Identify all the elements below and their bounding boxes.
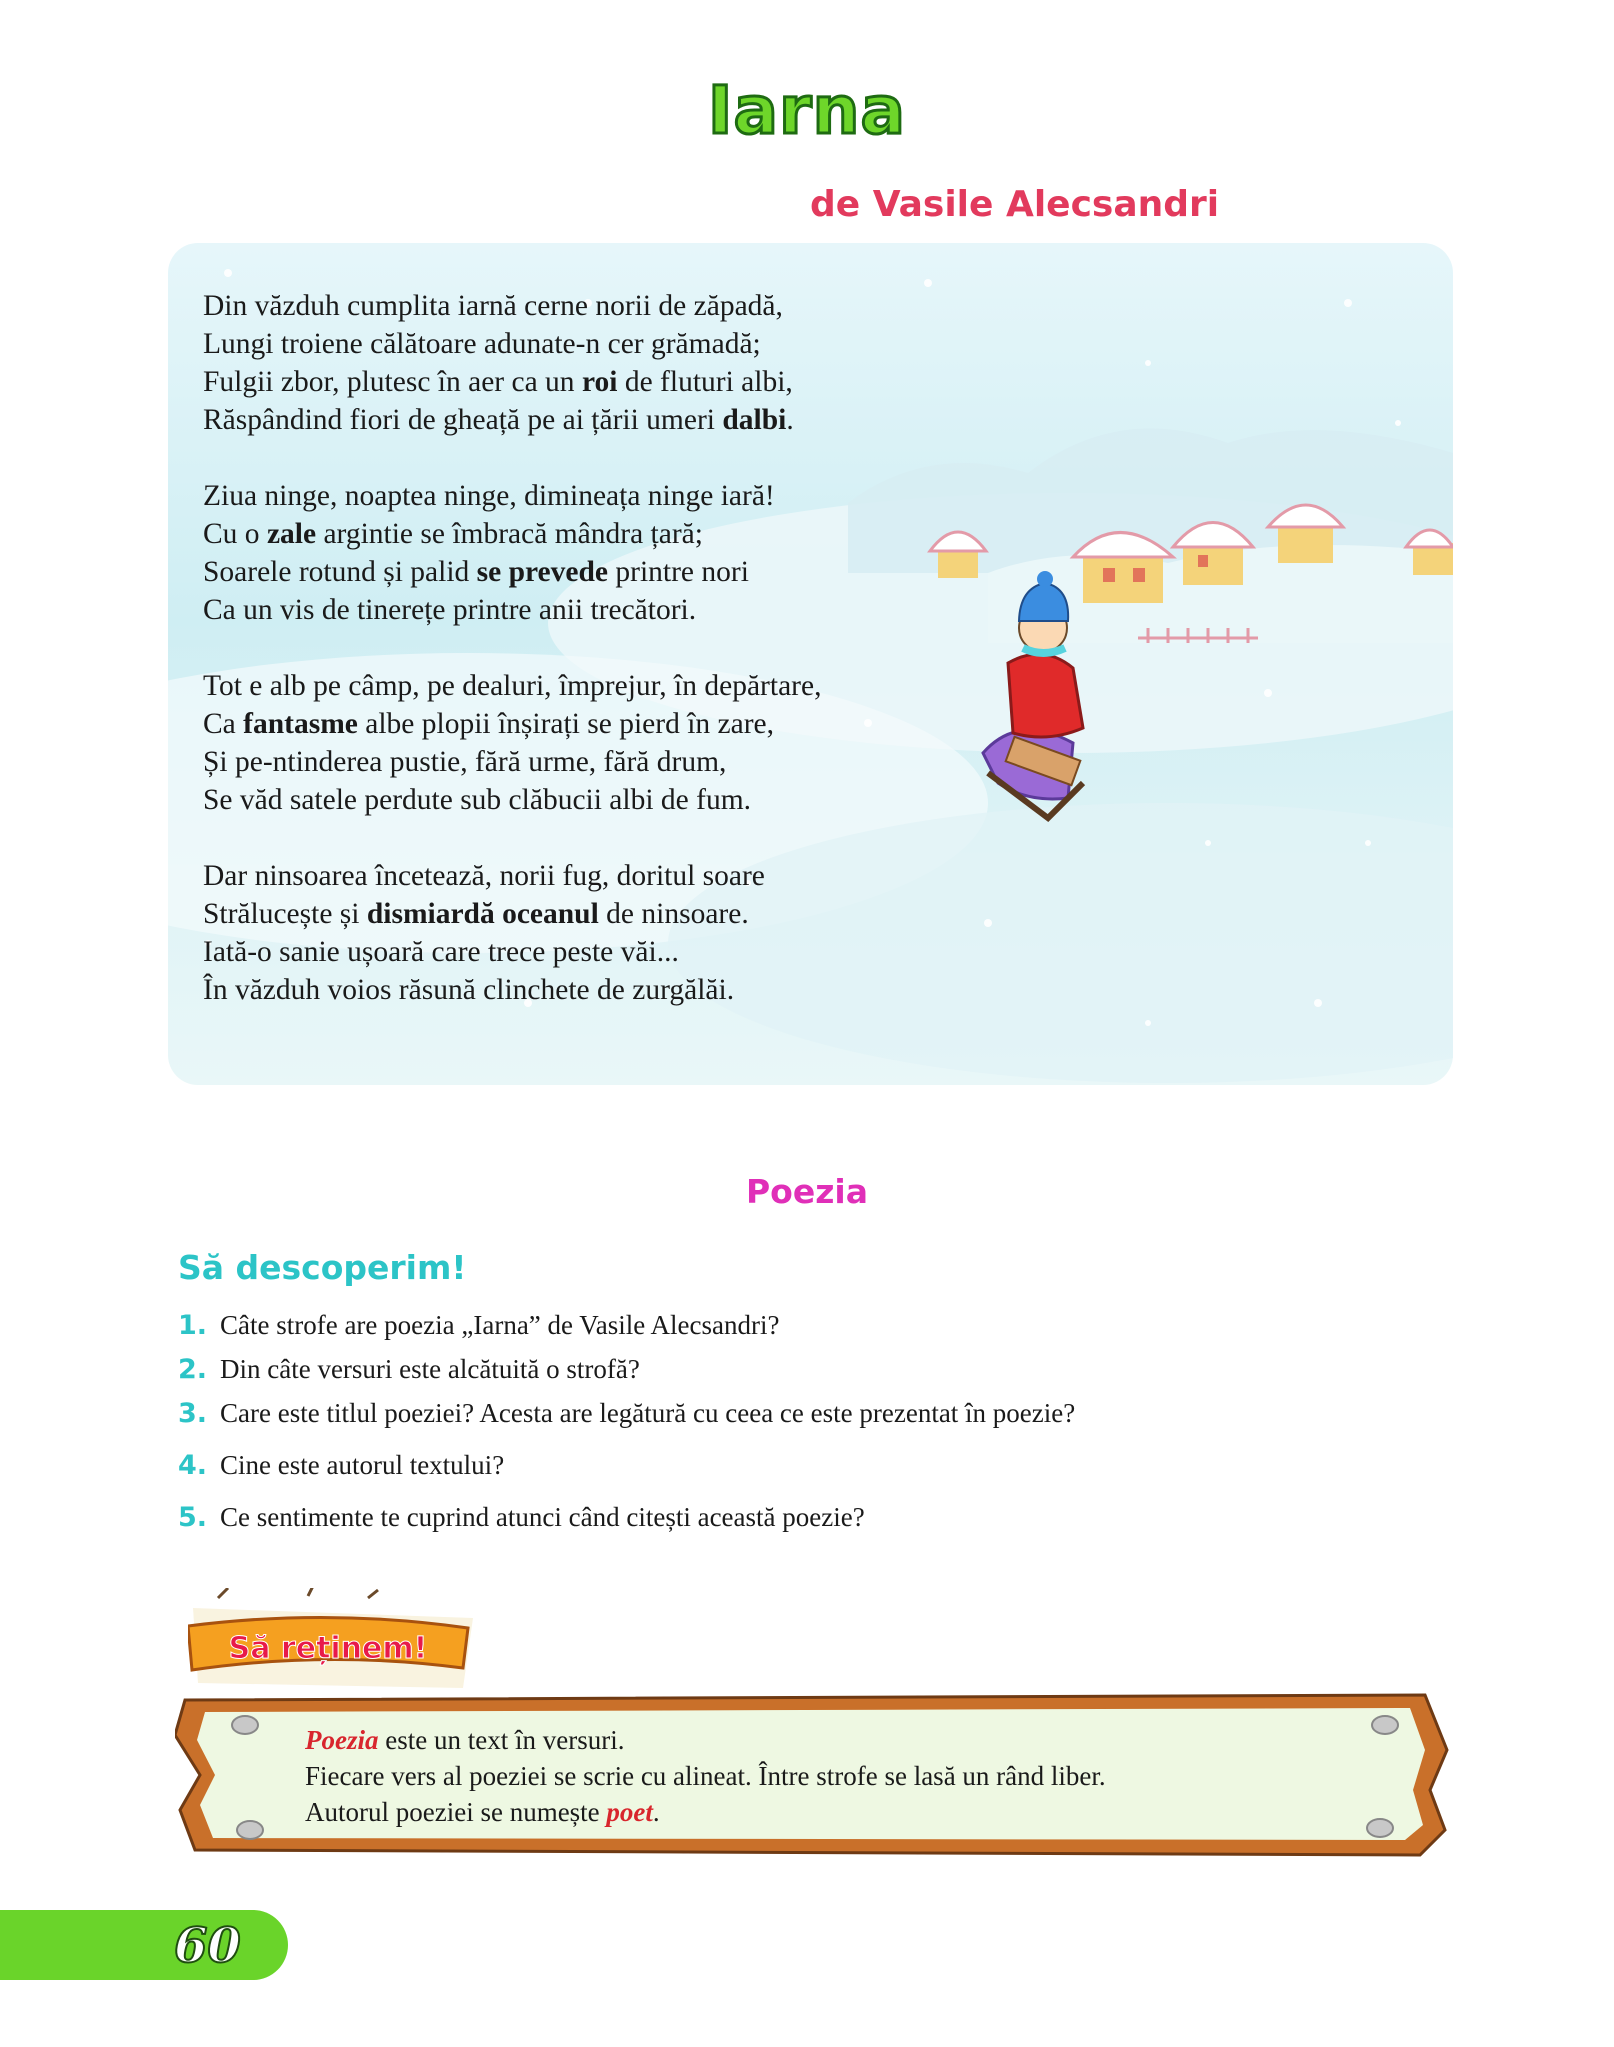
poem-stanza (203, 287, 821, 439)
term-highlight: Poezia (305, 1725, 379, 1755)
house-icon (1406, 530, 1453, 575)
question-number: 4. (178, 1450, 208, 1481)
poem-verse: Fulgii zbor, plutesc în aer ca un roi de fluturi albi, (203, 366, 793, 398)
poem-verse: Cu o zale argintie se îmbracă mândra țară; (203, 518, 703, 550)
glossary-word: roi (581, 366, 618, 398)
note-line (305, 1722, 1106, 1758)
poem-verse: Iată-o sanie ușoară care trece peste văi... (203, 936, 679, 968)
question-text: Cine este autorul textului? (220, 1450, 505, 1480)
question-number: 3. (178, 1398, 208, 1429)
question-text: Din câte versuri este alcătuită o strofă? (220, 1354, 640, 1384)
question-number: 1. (178, 1310, 208, 1341)
retain-note-text (305, 1722, 1106, 1830)
question-text: Ce sentimente te cuprind atunci când citești această poezie? (220, 1502, 865, 1532)
poem-verse: Ca fantasme albe plopii înșirați se pierd în zare, (203, 708, 774, 740)
glossary-word: dalbi (722, 404, 787, 436)
poem-stanza (203, 477, 821, 629)
poem-verse: Ca un vis de tinerețe printre anii trecători. (203, 594, 697, 626)
poem-verse: Se văd satele perdute sub clăbucii albi de fum. (203, 784, 752, 816)
note-line-text: este un text în versuri. (378, 1725, 625, 1755)
term-highlight: poet (606, 1797, 653, 1827)
glossary-word: fantasme (243, 708, 358, 740)
glossary-word: zale (266, 518, 317, 550)
poem-panel (168, 243, 1453, 1085)
poem-verse: Ziua ninge, noaptea ninge, dimineața ninge iară! (203, 480, 775, 512)
list-item (178, 1310, 779, 1341)
list-item (178, 1354, 640, 1385)
page-title: Iarna (707, 72, 907, 149)
poem-verse: Lungi troiene călătoare adunate-n cer grămadă; (203, 328, 761, 360)
poem-text (203, 287, 821, 1047)
question-text: Care este titlul poeziei? Acesta are legătură cu ceea ce este prezentat în poezie? (220, 1398, 1076, 1428)
poem-verse: Strălucește și dismiardă oceanul de ninsoare. (203, 898, 749, 930)
question-number: 5. (178, 1502, 208, 1533)
page-number: 60 (174, 1918, 241, 1974)
page-number-bar (0, 1910, 288, 1980)
question-number: 2. (178, 1354, 208, 1385)
note-line-text: . (652, 1797, 660, 1827)
poem-stanza (203, 667, 821, 819)
poem-author: de Vasile Alecsandri (810, 184, 1220, 225)
note-line (305, 1794, 1106, 1830)
poem-verse: În văzduh voios răsună clinchete de zurgălăi. (203, 974, 735, 1006)
poem-stanza (203, 857, 821, 1009)
list-item (178, 1398, 1075, 1429)
glossary-word: dismiardă oceanul (366, 898, 599, 930)
list-item (178, 1502, 865, 1533)
poem-verse: Dar ninsoarea încetează, norii fug, doritul soare (203, 860, 765, 892)
note-line: Fiecare vers al poeziei se scrie cu alineat. Între strofe se lasă un rând liber. (305, 1761, 1106, 1791)
poem-verse: Răspândind fiori de gheață pe ai țării umeri dalbi. (203, 404, 794, 436)
poem-verse: Din văzduh cumplita iarnă cerne norii de zăpadă, (203, 290, 783, 322)
poem-verse: Și pe-ntinderea pustie, fără urme, fără drum, (203, 746, 727, 778)
retain-banner-label: Să reținem! (228, 1631, 428, 1666)
section-heading: Poezia (745, 1172, 869, 1211)
retain-banner (188, 1588, 478, 1698)
discover-heading: Să descoperim! (178, 1248, 467, 1287)
note-line-text: Autorul poeziei se numește (305, 1797, 607, 1827)
poem-verse: Soarele rotund și palid se prevede printre nori (203, 556, 749, 588)
list-item (178, 1450, 504, 1481)
question-text: Câte strofe are poezia „Iarna” de Vasile Alecsandri? (220, 1310, 780, 1340)
poem-verse: Tot e alb pe câmp, pe dealuri, împrejur, în depărtare, (203, 670, 822, 702)
glossary-word: se prevede (476, 556, 608, 588)
